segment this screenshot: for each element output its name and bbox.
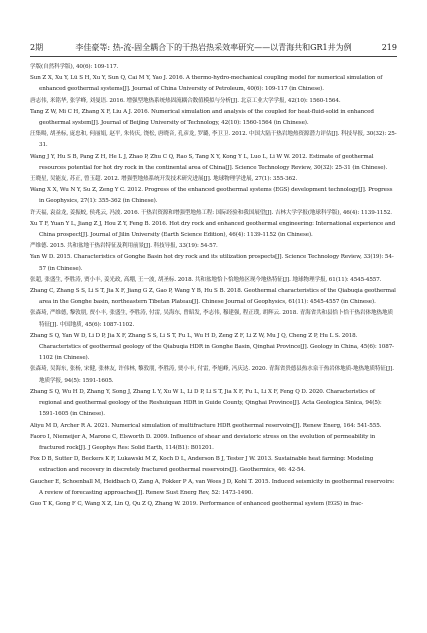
reference-item: 学版(自然科学版), 40(6): 109-117.	[30, 64, 119, 70]
issue-label: 2期	[30, 42, 44, 52]
reference-item: Xu T F, Yuan Y L, Jiang Z J, Hou Z Y, Feng B. 2016. Hot dry rock and enhanced geothermal engineering: International experience and China prospect[J]. Journal of Jilin University (Earth Science Edition), 46(4): 1139-1152 (in Chinese).	[30, 220, 396, 239]
reference-item: 张森琦, 严维德, 黎敦朋, 贾小丰, 张盛生, 李胜涛, 付雷, 吴海东, 曾昭发, 李志伟, 穆建强, 程正璞, 胡辉云. 2018. 青海省共和县恰卜恰干热岩体地热地质特征[J]. 中国地质, 45(6): 1087-1102.	[30, 310, 393, 328]
reference-item: Gaucher E, Schoenball M, Heidbach O, Zang A, Fokker P A, van Wees J D, Kohl T. 2015. Induced seismicity in geothermal reservoirs: A review of forecasting approaches[J]. Renew Sust Energ Rev, 52: 1473-1490.	[30, 478, 395, 496]
reference-item: Zhang S Q, Wu H D, Zhang Y, Song J, Zhang L Y, Xu W L, Li D P, Li S T, Jia X F, Fu L, Li X F, Feng Q D. 2020. Characteristics of regional and geothermal geology of the Reshuiquan HDR in Guide County, Qinghai Province[J]. Acta Geologica Sinica, 94(5): 1591-1605 (in Chinese).	[30, 388, 382, 418]
reference-item: 汪集暘, 胡圣标, 庞忠和, 何丽娟, 赵平, 朱传庆, 饶松, 唐晓音, 孔彦龙, 罗璐, 李卫卫. 2012. 中国大陆干热岩地热资源潜力评估[J]. 科技导报, 30(32): 25-31.	[30, 131, 397, 149]
reference-item: 许天福, 袁益龙, 姜振蛟, 侯兆云, 冯波. 2016. 干热岩资源和增强型地热工程: 国际经验和我国展望[J]. 吉林大学学报(地球科学版), 46(4): 1139-1152.	[30, 209, 392, 216]
reference-item: Wang J Y, Hu S B, Pang Z H, He L J, Zhao P, Zhu C Q, Rao S, Tang X Y, Kong Y L, Luo L, Li W W. 2012. Estimate of geothermal resources potential for hot dry rock in the continental area of China[J]. Science Technology Review, 30(32): 25-31 (in Chinese).	[30, 153, 388, 171]
reference-item: Yan W D. 2015. Characteristics of Gonghe Basin hot dry rock and its utilization prospects[J]. Science Technology Review, 33(19): 54-57 (in Chinese).	[30, 254, 394, 272]
reference-item: 张超, 张盛生, 李胜涛, 贾小丰, 姜光政, 高堋, 王一波, 胡圣标. 2018. 共和盆地恰卜恰地热区现今地热特征[J]. 地球物理学报, 61(11): 4545-4557.	[30, 276, 382, 283]
reference-item: 严维德. 2015. 共和盆地干热岩特征及利用前景[J]. 科技导报, 33(19): 54-57.	[30, 243, 218, 250]
reference-item: 王晓星, 吴能友, 苏正, 曾玉超. 2012. 增强型地热系统开发技术研究进展[J]. 地球物理学进展, 27(1): 355-362.	[30, 176, 298, 183]
reference-item: Wang X X, Wu N Y, Su Z, Zeng Y C. 2012. Progress of the enhanced geothermal systems (EGS) development technology[J]. Progress in Geophysics, 27(1): 355-362 (in Chinese).	[30, 187, 393, 205]
reference-list	[30, 62, 397, 510]
reference-item: Fox D B, Sutter D, Beckers K F, Lukawski M Z, Koch D L, Anderson B J, Tester J W. 2013. Sustainable heat farming: Modeling extraction and recovery in discretely fractured geothermal reservoirs[J]. Geothermics, 46: 42-54.	[30, 456, 374, 474]
reference-item: 张森琦, 吴海东, 张杨, 宋健, 张林友, 许伟林, 黎敦朋, 李胜涛, 贾小丰, 付雷, 李旭峰, 冯庆达. 2020. 青海省贵德县热水泉干热岩体地质-地热地质特征[J]. 地质学报, 94(5): 1591-1605.	[30, 366, 394, 384]
running-header	[30, 40, 397, 54]
header-rule	[30, 56, 397, 57]
reference-item: Sun Z X, Xu Y, Lü S H, Xu Y, Sun Q, Cai M Y, Yao J. 2016. A thermo-hydro-mechanical coupling model for numerical simulation of enhanced geothermal systems[J]. Journal of China University of Petroleum, 40(6): 109-117 (in Chinese).	[30, 75, 383, 93]
reference-item: Zhang S Q, Yan W D, Li D P, Jia X F, Zhang S S, Li S T, Fu L, Wu H D, Zeng Z F, Li Z W, Mu J Q, Cheng Z P, Hu L S. 2018. Characteristics of geothermal geology of the Qiabuqia HDR in Gonghe Basin, Qinghai Province[J]. Geology in China, 45(6): 1087-1102 (in Chinese).	[30, 332, 394, 362]
page-number: 219	[381, 42, 397, 52]
reference-item: Faoro I, Niemeijer A, Marone C, Elsworth D. 2009. Influence of shear and deviatoric stress on the evolution of permeability in fractured rock[J]. J Geophys Res: Solid Earth, 114(B1): B01201.	[30, 433, 376, 451]
reference-item: Guo T K, Gong F C, Wang X Z, Lin Q, Qu Z Q, Zhang W. 2019. Performance of enhanced geothermal system (EGS) in frac-	[30, 500, 364, 507]
reference-item: Aliyu M D, Archer R A. 2021. Numerical simulation of multifracture HDR geothermal reservoirs[J]. Renew Energ, 164: 541-555.	[30, 422, 382, 429]
reference-item: 唐志伟, 米铭华, 张学峰, 刘曼语. 2016. 增强型地热系统热固流耦合数值模拟与分析[J]. 北京工业大学学报, 42(10): 1560-1564.	[30, 97, 341, 104]
running-title: 李佳豪等: 热-流-固全耦合下的干热岩热采效率研究——以青海共和GR1井为例	[75, 42, 352, 52]
reference-item: Zhang C, Zhang S S, Li S T, Jia X F, Jiang G Z, Gao P, Wang Y B, Hu S B. 2018. Geothermal characteristics of the Qiabuqia geothermal area in the Gonghe basin, northeastern Tibetan Plateau[J]. Chinese Journal of Geophysics, 61(11): 4545-4557 (in Chinese).	[30, 288, 396, 306]
reference-item: Tang Z W, Mi C H, Zhang X F, Liu A J. 2016. Numerical simulation and analysis of the coupled for heat-fluid-solid in enhanced geothermal system[J]. Journal of Beijing University of Technology, 42(10): 1560-1564 (in Chinese).	[30, 108, 374, 127]
